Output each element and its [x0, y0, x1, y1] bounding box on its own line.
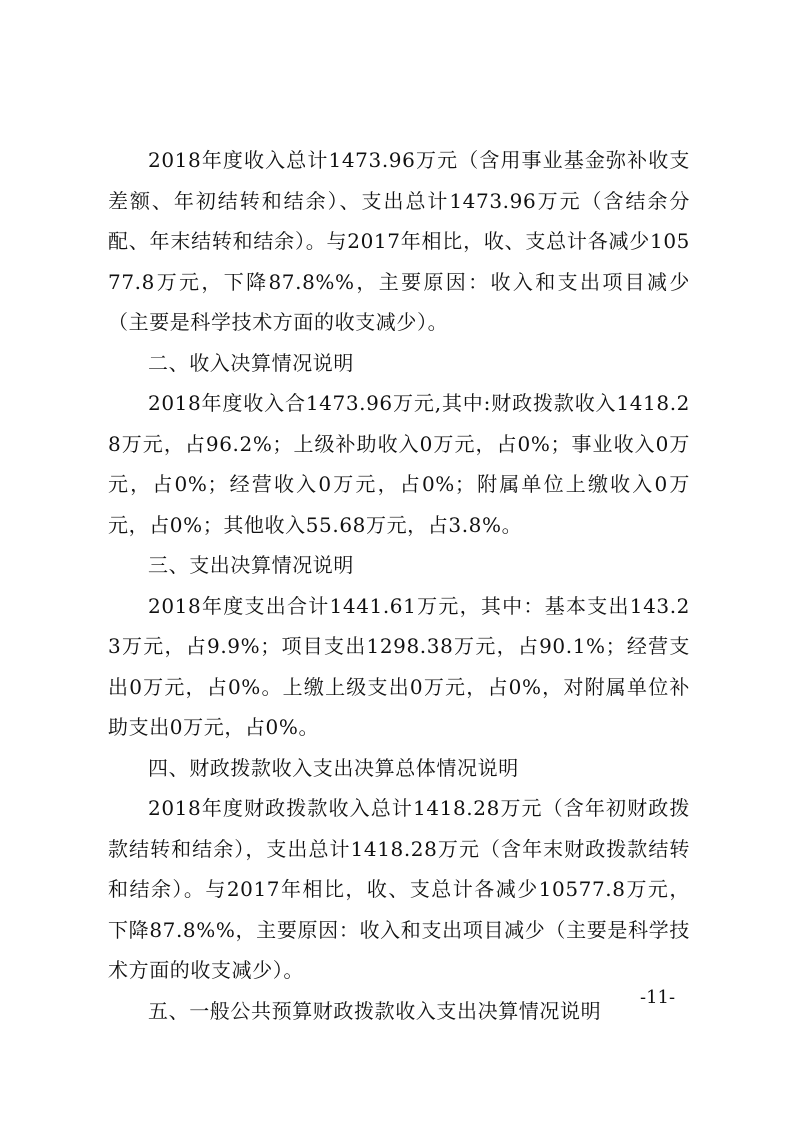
document-body: [108, 140, 690, 1031]
heading-general-public-budget: 五、一般公共预算财政拨款收入支出决算情况说明: [148, 998, 602, 1023]
paragraph-expenditure-details: 2018年度支出合计1441.61万元，其中：基本支出143.23万元，占9.9%；项目支出1298.38万元，占90.1%；经营支出0万元，占0%。上缴上级支出0万元，占0%，对附属单位补助支出0万元，占0%。: [108, 593, 690, 739]
paragraph-income-details: 2018年度收入合1473.96万元,其中:财政拨款收入1418.28万元，占96.2%；上级补助收入0万元，占0%；事业收入0万元，占0%；经营收入0万元，占0%；附属单位上缴收入0万元，占0%；其他收入55.68万元，占3.8%。: [108, 391, 690, 537]
heading-expenditure-section: 三、支出决算情况说明: [148, 553, 354, 577]
heading-fiscal-appropriation-overview: 四、财政拨款收入支出决算总体情况说明: [148, 755, 519, 780]
paragraph-total-income-expenditure: 2018年度收入总计1473.96万元（含用事业基金弥补收支差额、年初结转和结余）、支出总计1473.96万元（含结余分配、年末结转和结余）。与2017年相比，收、支总计各减少10577.8万元，下降87.8%%，主要原因：收入和支出项目减少（主要是科学技术方面的收支减少）。: [108, 148, 690, 334]
page-number: -11-: [640, 987, 676, 1008]
heading-income-section: 二、收入决算情况说明: [148, 350, 354, 375]
paragraph-fiscal-appropriation-details: 2018年度财政拨款收入总计1418.28万元（含年初财政拨款结转和结余），支出总计1418.28万元（含年末财政拨款结转和结余）。与2017年相比，收、支总计各减少10577.8万元，下降87.8%%，主要原因：收入和支出项目减少（主要是科学技术方面的收支减少）。: [108, 796, 690, 982]
